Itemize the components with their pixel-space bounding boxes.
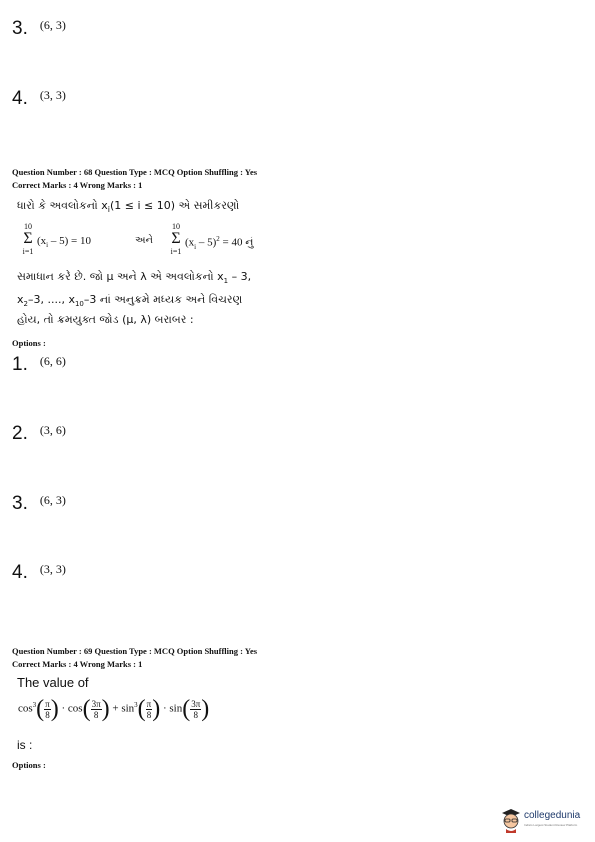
option-number: 3. <box>12 18 28 39</box>
option-number: 4. <box>12 88 28 109</box>
option-4 <box>12 562 66 584</box>
expr: – 5) <box>196 236 217 249</box>
marks-meta-line: Correct Marks : 4 Wrong Marks : 1 <box>12 659 143 669</box>
subscript: 1 <box>223 277 229 286</box>
question-text: ધારો કે અવલોકનો x <box>17 199 108 212</box>
left-paren: ( <box>182 696 191 722</box>
fraction-3pi-over-8 <box>91 699 102 720</box>
subscript: 2 <box>23 300 28 309</box>
question-text: x <box>17 293 24 306</box>
option-2 <box>12 423 66 445</box>
graduate-mascot-icon <box>500 807 522 833</box>
numerator: π <box>146 698 152 709</box>
question-text: – 3, <box>228 270 252 283</box>
question-68-text-line1 <box>17 199 239 214</box>
question-68-text-line4 <box>17 293 242 308</box>
question-69-expression <box>18 697 209 721</box>
question-69-header <box>12 645 257 671</box>
sum-2-expression <box>185 235 253 251</box>
question-meta-line: Question Number : 68 Question Type : MCQ Option Shuffling : Yes <box>12 167 258 177</box>
question-68-summations <box>18 223 318 265</box>
options-label-69: Options : <box>12 760 46 770</box>
sigma-upper: 10 <box>24 222 32 231</box>
right-paren: ) <box>101 696 110 722</box>
right-paren: ) <box>50 696 59 722</box>
denominator: 8 <box>45 709 50 720</box>
question-meta-line: Question Number : 69 Question Type : MCQ Option Shuffling : Yes <box>12 646 258 656</box>
option-value: (3, 3) <box>39 562 66 576</box>
right-paren: ) <box>201 696 210 722</box>
option-value: (6, 6) <box>39 354 66 368</box>
question-69-is: is : <box>17 738 33 752</box>
question-68-text-line3 <box>17 270 251 285</box>
collegedunia-logo <box>500 806 592 834</box>
option-3-top <box>12 18 66 40</box>
question-69-text: The value of <box>17 675 89 690</box>
question-text: (1 ≤ i ≤ 10) એ સમીકરણો <box>109 199 240 212</box>
cube-exponent: 3 <box>134 700 138 709</box>
logo-wordmark: collegedunia <box>524 810 581 821</box>
sigma-2 <box>166 223 186 256</box>
cube-exponent: 3 <box>32 700 37 709</box>
option-number: 2. <box>12 423 28 444</box>
sigma-symbol: Σ <box>171 230 181 247</box>
expr: = 40 નું <box>219 236 254 249</box>
numerator: 3π <box>91 698 101 709</box>
superscript: 2 <box>216 235 220 243</box>
option-value: (3, 3) <box>39 88 66 102</box>
option-value: (6, 3) <box>39 493 66 507</box>
option-number: 3. <box>12 493 28 514</box>
marks-meta-line: Correct Marks : 4 Wrong Marks : 1 <box>12 180 143 190</box>
expr: (x <box>37 235 47 247</box>
question-text: –3 નાં અનુક્રમે મધ્યક અને વિચરણ <box>83 293 243 306</box>
subscript: 10 <box>74 300 84 309</box>
fraction-3pi-over-8 <box>190 699 201 720</box>
sigma-lower: i=1 <box>22 247 34 256</box>
option-1 <box>12 354 66 376</box>
cos-text: cos <box>67 702 83 715</box>
denominator: 8 <box>193 709 198 720</box>
expr: (x <box>185 236 195 249</box>
subscript: i <box>194 242 197 251</box>
question-text: સમાધાન કરે છે. જો μ અને λ એ અવલોકનો x <box>17 270 224 283</box>
sigma-upper: 10 <box>172 222 180 231</box>
expr: – 5) = 10 <box>48 235 91 247</box>
option-3 <box>12 493 66 515</box>
numerator: π <box>45 698 50 709</box>
dot-operator: · <box>61 702 66 715</box>
left-paren: ( <box>137 696 146 722</box>
sum-1-expression <box>37 235 91 249</box>
denominator: 8 <box>146 709 152 720</box>
right-paren: ) <box>152 696 161 722</box>
numerator: 3π <box>191 698 201 709</box>
option-value: (3, 6) <box>39 423 66 437</box>
option-number: 4. <box>12 562 28 583</box>
option-value: (6, 3) <box>39 18 66 32</box>
options-label: Options : <box>12 338 46 348</box>
and-word: અને <box>135 235 153 246</box>
plus-operator: + <box>112 702 119 715</box>
logo-tagline: India's Largest Student Review Platform <box>524 823 578 827</box>
sin-text: sin <box>121 702 135 715</box>
cos-text: cos <box>18 702 33 715</box>
denominator: 8 <box>93 709 99 720</box>
option-4-top <box>12 88 66 110</box>
sin-text: sin <box>169 702 183 715</box>
sigma-1 <box>18 223 38 256</box>
left-paren: ( <box>36 696 45 722</box>
question-68-header <box>12 166 257 192</box>
question-text: –3, ...., x <box>27 293 75 306</box>
subscript: i <box>46 241 49 250</box>
left-paren: ( <box>82 696 91 722</box>
question-68-text-line5: હોય, તો ક્રમયુક્ત જોડ (μ, λ) બરાબર : <box>17 313 194 326</box>
sigma-symbol: Σ <box>23 230 33 247</box>
dot-operator: · <box>162 702 167 715</box>
subscript: i <box>107 205 110 215</box>
option-number: 1. <box>12 354 28 375</box>
sigma-lower: i=1 <box>170 247 182 256</box>
